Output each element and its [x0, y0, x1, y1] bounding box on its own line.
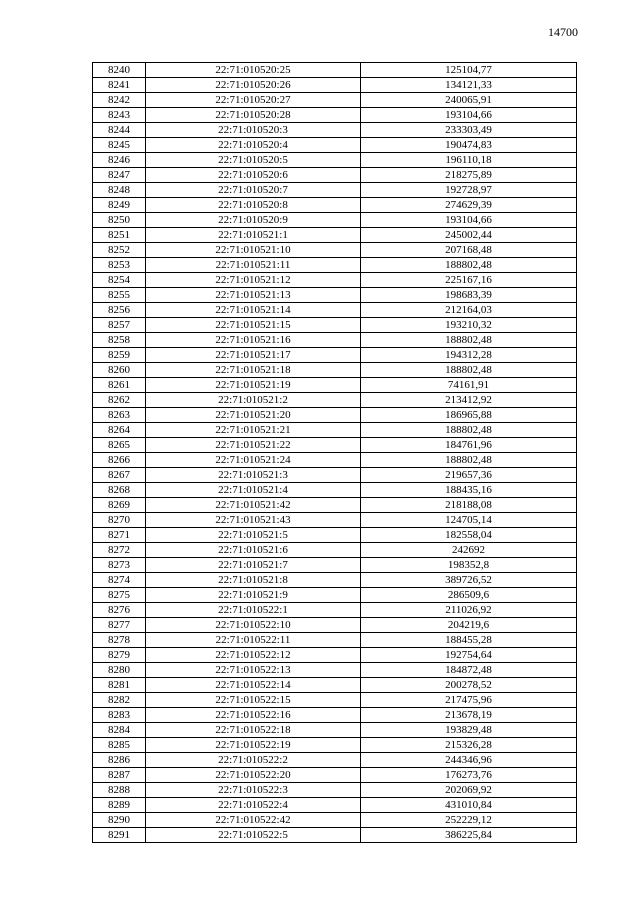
- row-number-cell: 8272: [93, 543, 146, 558]
- value-cell: 219657,36: [361, 468, 577, 483]
- table-row: [93, 543, 577, 558]
- value-cell: 182558,04: [361, 528, 577, 543]
- value-cell: 188435,16: [361, 483, 577, 498]
- row-number-cell: 8287: [93, 768, 146, 783]
- table-row: [93, 708, 577, 723]
- row-number-cell: 8273: [93, 558, 146, 573]
- table-row: [93, 693, 577, 708]
- row-number-cell: 8247: [93, 168, 146, 183]
- row-number-cell: 8267: [93, 468, 146, 483]
- value-cell: 213678,19: [361, 708, 577, 723]
- value-cell: 200278,52: [361, 678, 577, 693]
- value-cell: 218188,08: [361, 498, 577, 513]
- row-number-cell: 8243: [93, 108, 146, 123]
- table-row: [93, 138, 577, 153]
- row-number-cell: 8261: [93, 378, 146, 393]
- row-number-cell: 8281: [93, 678, 146, 693]
- table-row: [93, 828, 577, 843]
- cadastral-number-cell: 22:71:010521:19: [146, 378, 361, 393]
- table-row: [93, 768, 577, 783]
- value-cell: 211026,92: [361, 603, 577, 618]
- table-row: [93, 168, 577, 183]
- value-cell: 240065,91: [361, 93, 577, 108]
- value-cell: 125104,77: [361, 63, 577, 78]
- cadastral-number-cell: 22:71:010521:14: [146, 303, 361, 318]
- table-row: [93, 78, 577, 93]
- table-row: [93, 318, 577, 333]
- table-row: [93, 393, 577, 408]
- value-cell: 204219,6: [361, 618, 577, 633]
- value-cell: 252229,12: [361, 813, 577, 828]
- cadastral-number-cell: 22:71:010520:3: [146, 123, 361, 138]
- table-row: [93, 513, 577, 528]
- cadastral-number-cell: 22:71:010521:2: [146, 393, 361, 408]
- row-number-cell: 8254: [93, 273, 146, 288]
- table-row: [93, 603, 577, 618]
- cadastral-number-cell: 22:71:010522:4: [146, 798, 361, 813]
- row-number-cell: 8249: [93, 198, 146, 213]
- row-number-cell: 8258: [93, 333, 146, 348]
- cadastral-number-cell: 22:71:010521:8: [146, 573, 361, 588]
- table-row: [93, 738, 577, 753]
- cadastral-number-cell: 22:71:010521:15: [146, 318, 361, 333]
- row-number-cell: 8277: [93, 618, 146, 633]
- cadastral-number-cell: 22:71:010522:10: [146, 618, 361, 633]
- table-row: [93, 468, 577, 483]
- row-number-cell: 8266: [93, 453, 146, 468]
- cadastral-number-cell: 22:71:010520:9: [146, 213, 361, 228]
- cadastral-number-cell: 22:71:010521:7: [146, 558, 361, 573]
- cadastral-number-cell: 22:71:010521:24: [146, 453, 361, 468]
- row-number-cell: 8241: [93, 78, 146, 93]
- value-cell: 212164,03: [361, 303, 577, 318]
- row-number-cell: 8276: [93, 603, 146, 618]
- table-body: [93, 63, 577, 843]
- cadastral-number-cell: 22:71:010521:4: [146, 483, 361, 498]
- table-row: [93, 408, 577, 423]
- row-number-cell: 8248: [93, 183, 146, 198]
- table-row: [93, 753, 577, 768]
- value-cell: 124705,14: [361, 513, 577, 528]
- cadastral-number-cell: 22:71:010521:1: [146, 228, 361, 243]
- row-number-cell: 8280: [93, 663, 146, 678]
- cadastral-number-cell: 22:71:010522:15: [146, 693, 361, 708]
- value-cell: 134121,33: [361, 78, 577, 93]
- value-cell: 215326,28: [361, 738, 577, 753]
- value-cell: 193104,66: [361, 213, 577, 228]
- value-cell: 207168,48: [361, 243, 577, 258]
- row-number-cell: 8255: [93, 288, 146, 303]
- table-row: [93, 153, 577, 168]
- value-cell: 218275,89: [361, 168, 577, 183]
- cadastral-number-cell: 22:71:010520:25: [146, 63, 361, 78]
- row-number-cell: 8246: [93, 153, 146, 168]
- cadastral-number-cell: 22:71:010521:21: [146, 423, 361, 438]
- row-number-cell: 8285: [93, 738, 146, 753]
- cadastral-number-cell: 22:71:010522:5: [146, 828, 361, 843]
- cadastral-number-cell: 22:71:010521:22: [146, 438, 361, 453]
- row-number-cell: 8289: [93, 798, 146, 813]
- row-number-cell: 8259: [93, 348, 146, 363]
- row-number-cell: 8269: [93, 498, 146, 513]
- table-row: [93, 498, 577, 513]
- cadastral-number-cell: 22:71:010520:28: [146, 108, 361, 123]
- table-row: [93, 618, 577, 633]
- value-cell: 196110,18: [361, 153, 577, 168]
- value-cell: 198352,8: [361, 558, 577, 573]
- table-row: [93, 453, 577, 468]
- row-number-cell: 8250: [93, 213, 146, 228]
- cadastral-number-cell: 22:71:010520:8: [146, 198, 361, 213]
- value-cell: 386225,84: [361, 828, 577, 843]
- row-number-cell: 8271: [93, 528, 146, 543]
- table-row: [93, 348, 577, 363]
- cadastral-number-cell: 22:71:010520:7: [146, 183, 361, 198]
- table-row: [93, 198, 577, 213]
- cadastral-number-cell: 22:71:010521:5: [146, 528, 361, 543]
- row-number-cell: 8252: [93, 243, 146, 258]
- value-cell: 225167,16: [361, 273, 577, 288]
- cadastral-number-cell: 22:71:010521:17: [146, 348, 361, 363]
- table-row: [93, 633, 577, 648]
- cadastral-number-cell: 22:71:010521:6: [146, 543, 361, 558]
- value-cell: 389726,52: [361, 573, 577, 588]
- value-cell: 188802,48: [361, 453, 577, 468]
- cadastral-number-cell: 22:71:010522:3: [146, 783, 361, 798]
- cadastral-number-cell: 22:71:010520:26: [146, 78, 361, 93]
- cadastral-number-cell: 22:71:010520:4: [146, 138, 361, 153]
- value-cell: 242692: [361, 543, 577, 558]
- row-number-cell: 8244: [93, 123, 146, 138]
- row-number-cell: 8257: [93, 318, 146, 333]
- table-row: [93, 123, 577, 138]
- value-cell: 188455,28: [361, 633, 577, 648]
- value-cell: 431010,84: [361, 798, 577, 813]
- row-number-cell: 8288: [93, 783, 146, 798]
- cadastral-number-cell: 22:71:010520:27: [146, 93, 361, 108]
- table-row: [93, 483, 577, 498]
- table-row: [93, 438, 577, 453]
- table-row: [93, 363, 577, 378]
- cadastral-number-cell: 22:71:010521:13: [146, 288, 361, 303]
- value-cell: 188802,48: [361, 333, 577, 348]
- table-row: [93, 183, 577, 198]
- cadastral-number-cell: 22:71:010521:9: [146, 588, 361, 603]
- value-cell: 193210,32: [361, 318, 577, 333]
- value-cell: 194312,28: [361, 348, 577, 363]
- table-row: [93, 333, 577, 348]
- row-number-cell: 8260: [93, 363, 146, 378]
- value-cell: 184872,48: [361, 663, 577, 678]
- cadastral-number-cell: 22:71:010521:42: [146, 498, 361, 513]
- cadastral-number-cell: 22:71:010522:14: [146, 678, 361, 693]
- table-row: [93, 63, 577, 78]
- table-row: [93, 588, 577, 603]
- cadastral-number-cell: 22:71:010522:42: [146, 813, 361, 828]
- cadastral-number-cell: 22:71:010522:19: [146, 738, 361, 753]
- value-cell: 188802,48: [361, 363, 577, 378]
- cadastral-number-cell: 22:71:010522:20: [146, 768, 361, 783]
- table-row: [93, 243, 577, 258]
- row-number-cell: 8242: [93, 93, 146, 108]
- cadastral-number-cell: 22:71:010522:1: [146, 603, 361, 618]
- row-number-cell: 8253: [93, 258, 146, 273]
- row-number-cell: 8240: [93, 63, 146, 78]
- value-cell: 190474,83: [361, 138, 577, 153]
- table-row: [93, 813, 577, 828]
- value-cell: 274629,39: [361, 198, 577, 213]
- value-cell: 186965,88: [361, 408, 577, 423]
- value-cell: 233303,49: [361, 123, 577, 138]
- row-number-cell: 8262: [93, 393, 146, 408]
- table-row: [93, 213, 577, 228]
- table-row: [93, 303, 577, 318]
- row-number-cell: 8278: [93, 633, 146, 648]
- value-cell: 193829,48: [361, 723, 577, 738]
- cadastral-number-cell: 22:71:010521:11: [146, 258, 361, 273]
- value-cell: 184761,96: [361, 438, 577, 453]
- table-row: [93, 558, 577, 573]
- row-number-cell: 8286: [93, 753, 146, 768]
- table-row: [93, 573, 577, 588]
- cadastral-number-cell: 22:71:010522:13: [146, 663, 361, 678]
- row-number-cell: 8264: [93, 423, 146, 438]
- table-row: [93, 663, 577, 678]
- value-cell: 198683,39: [361, 288, 577, 303]
- table-row: [93, 108, 577, 123]
- cadastral-number-cell: 22:71:010521:18: [146, 363, 361, 378]
- table-row: [93, 648, 577, 663]
- cadastral-value-table: [92, 62, 577, 843]
- table-row: [93, 378, 577, 393]
- value-cell: 188802,48: [361, 423, 577, 438]
- table-row: [93, 528, 577, 543]
- row-number-cell: 8284: [93, 723, 146, 738]
- cadastral-number-cell: 22:71:010521:10: [146, 243, 361, 258]
- cadastral-number-cell: 22:71:010520:6: [146, 168, 361, 183]
- row-number-cell: 8290: [93, 813, 146, 828]
- cadastral-number-cell: 22:71:010522:12: [146, 648, 361, 663]
- row-number-cell: 8283: [93, 708, 146, 723]
- table-row: [93, 678, 577, 693]
- table-row: [93, 783, 577, 798]
- row-number-cell: 8275: [93, 588, 146, 603]
- table-row: [93, 93, 577, 108]
- table-row: [93, 723, 577, 738]
- cadastral-number-cell: 22:71:010522:11: [146, 633, 361, 648]
- page-number: 14700: [548, 25, 578, 39]
- value-cell: 244346,96: [361, 753, 577, 768]
- row-number-cell: 8256: [93, 303, 146, 318]
- value-cell: 193104,66: [361, 108, 577, 123]
- cadastral-number-cell: 22:71:010522:18: [146, 723, 361, 738]
- table-row: [93, 288, 577, 303]
- row-number-cell: 8265: [93, 438, 146, 453]
- cadastral-number-cell: 22:71:010521:20: [146, 408, 361, 423]
- cadastral-number-cell: 22:71:010522:2: [146, 753, 361, 768]
- value-cell: 192728,97: [361, 183, 577, 198]
- cadastral-number-cell: 22:71:010522:16: [146, 708, 361, 723]
- cadastral-number-cell: 22:71:010521:12: [146, 273, 361, 288]
- value-cell: 286509,6: [361, 588, 577, 603]
- value-cell: 217475,96: [361, 693, 577, 708]
- cadastral-number-cell: 22:71:010521:3: [146, 468, 361, 483]
- table-row: [93, 423, 577, 438]
- row-number-cell: 8279: [93, 648, 146, 663]
- value-cell: 213412,92: [361, 393, 577, 408]
- table-row: [93, 228, 577, 243]
- row-number-cell: 8270: [93, 513, 146, 528]
- cadastral-number-cell: 22:71:010520:5: [146, 153, 361, 168]
- value-cell: 188802,48: [361, 258, 577, 273]
- value-cell: 74161,91: [361, 378, 577, 393]
- row-number-cell: 8282: [93, 693, 146, 708]
- cadastral-number-cell: 22:71:010521:43: [146, 513, 361, 528]
- table-row: [93, 273, 577, 288]
- value-cell: 176273,76: [361, 768, 577, 783]
- value-cell: 192754,64: [361, 648, 577, 663]
- row-number-cell: 8245: [93, 138, 146, 153]
- table-row: [93, 798, 577, 813]
- value-cell: 245002,44: [361, 228, 577, 243]
- row-number-cell: 8274: [93, 573, 146, 588]
- table-row: [93, 258, 577, 273]
- row-number-cell: 8263: [93, 408, 146, 423]
- row-number-cell: 8268: [93, 483, 146, 498]
- value-cell: 202069,92: [361, 783, 577, 798]
- cadastral-number-cell: 22:71:010521:16: [146, 333, 361, 348]
- row-number-cell: 8251: [93, 228, 146, 243]
- row-number-cell: 8291: [93, 828, 146, 843]
